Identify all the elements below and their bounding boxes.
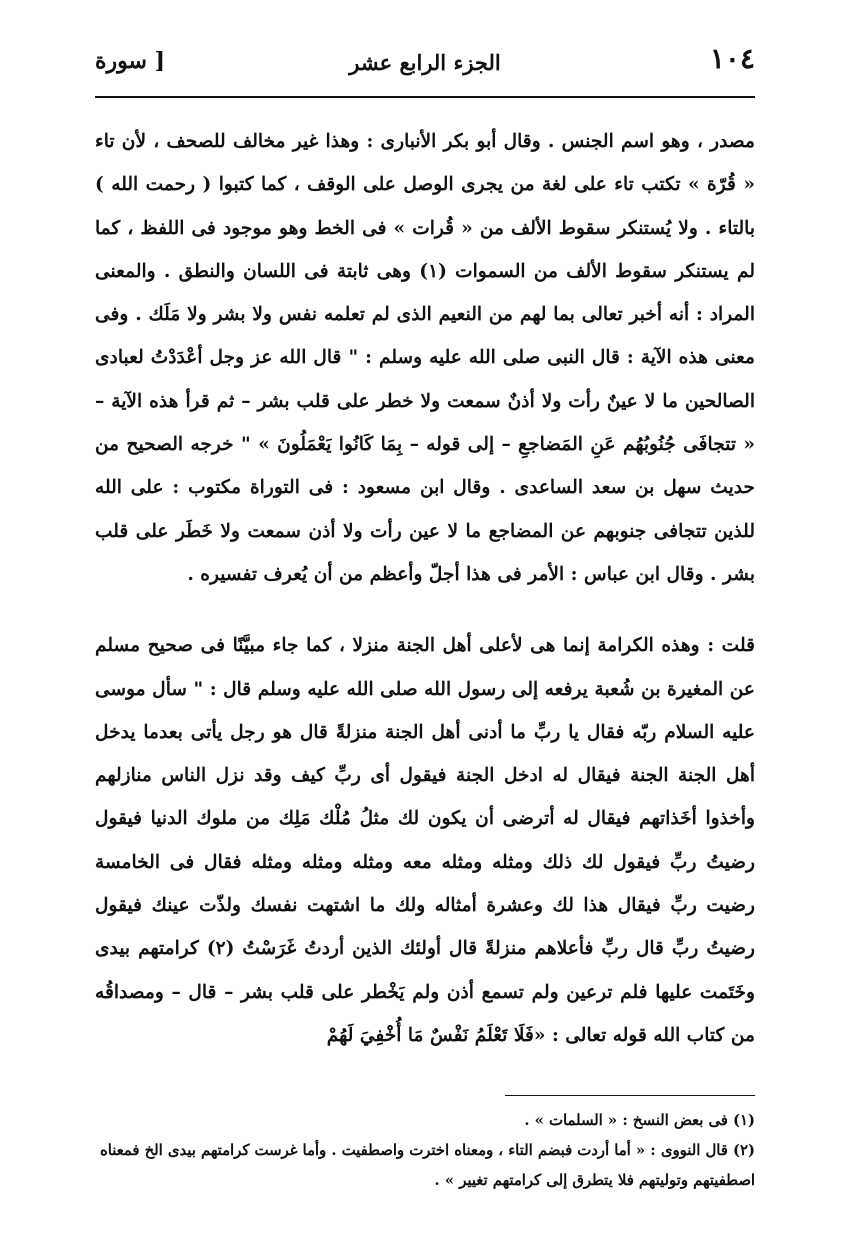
- surah-label: [ سورة: [95, 48, 166, 74]
- page-number: ١٠٤: [709, 42, 755, 75]
- footnote: (١) فى بعض النسخ : « السلمات » .: [524, 1112, 755, 1129]
- body-text: [95, 120, 755, 1057]
- paragraph: قلت : وهذه الكرامة إنما هى لأعلى أهل الجنة منزلا ، كما جاء مبيَّنًا فى صحيح مسلم عن المغيرة بن شُعبة يرفعه إلى رسول الله صلى الله عليه وسلم قال : " سأل موسى عليه السلام ربّه فقال يا ربِّ ما أدنى أهل الجنة منزلةً قال هو رجل يأتى بعدما يدخل أهل الجنة الجنة فيقال له ادخل الجنة فيقول أى ربِّ كيف وقد نزل الناس منازلهم وأخذوا أخَذاتهم فيقال له أترضى أن يكون لك مثلُ مُلْك مَلِك من ملوك الدنيا فيقول رضيتُ ربِّ فيقول لك ذلك ومثله ومثله معه ومثله ومثله ومثله فقال فى الخامسة رضيت ربِّ فيقال هذا لك وعشرة أمثاله ولك ما اشتهت نفسك ولذّت عينك فيقول رضيتُ ربِّ قال ربِّ فأعلاهم منزلةً قال أولئك الذين أردتُ غَرَسْتُ (٢) كرامتهم بيدى وخَتَمت عليها فلم ترعين ولم تسمع أذن ولم يَخْطر على قلب بشر – قال – ومصداقُه من كتاب الله قوله تعالى : «فَلَا تَعْلَمُ نَفْسٌ مَا أُخْفِيَ لَهُمْ: [95, 635, 755, 1046]
- header-divider: [95, 96, 755, 98]
- footnote-divider: [505, 1095, 755, 1096]
- footnotes: [95, 1106, 755, 1196]
- running-title: الجزء الرابع عشر: [349, 50, 501, 75]
- paragraph: مصدر ، وهو اسم الجنس . وقال أبو بكر الأنبارى : وهذا غير مخالف للصحف ، لأن تاء « قُرّة » تكتب تاء على لغة من يجرى الوصل على الوقف ، كما كتبوا ( رحمت الله ) بالتاء . ولا يُستنكر سقوط الألف من « قُرات » فى الخط وهو موجود فى اللفظ ، كما لم يستنكر سقوط الألف من السموات (١) وهى ثابتة فى اللسان والنطق . والمعنى المراد : أنه أخبر تعالى بما لهم من النعيم الذى لم تعلمه نفس ولا بشر ولا مَلَك . وفى معنى هذه الآية : قال النبى صلى الله عليه وسلم : " قال الله عز وجل أعْدَدْتُ لعبادى الصالحين ما لا عينٌ رأت ولا أذنٌ سمعت ولا خطر على قلب بشر – ثم قرأ هذه الآية – « تتجافَى جُنُوبُهُم عَنِ المَضاجعِ – إلى قوله – بِمَا كَانُوا يَعْمَلُونَ » " خرجه الصحيح من حديث سهل بن سعد الساعدى . وقال ابن مسعود : فى التوراة مكتوب : على الله للذين تتجافى جنوبهم عن المضاجع ما لا عين رأت ولا أذن سمعت ولا خَطَر على قلب بشر . وقال ابن عباس : الأمر فى هذا أجلّ وأعظم من أن يُعرف تفسيره .: [95, 131, 756, 585]
- page-header: [95, 42, 755, 92]
- footnote: (٢) قال النووى : « أما أردت فبضم التاء ، ومعناه اخترت واصطفيت . وأما غرست كرامتهم بيدى الخ فمعناه اصطفيتهم وتوليتهم فلا يتطرق إلى كرامتهم تغيير » .: [99, 1142, 755, 1189]
